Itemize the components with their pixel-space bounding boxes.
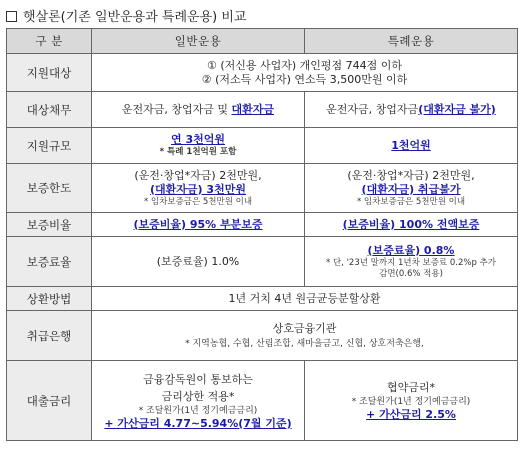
row-label: 대상채무 — [7, 92, 92, 128]
debt-general: 운전자금, 창업자금 및 대환자금 — [92, 92, 305, 128]
page-title: 햇살론(기존 일반운용과 특례운용) 비교 — [6, 6, 246, 25]
rate-general: 금융감독원이 통보하는 금리상한 적용* * 조달원가(1년 정기예금금리) + 가산금리 4.77~5.94%(7월 기준) — [92, 361, 305, 441]
limit-general: (운전·창업*자금) 2천만원, (대환자금) 3천만원 * 임차보증금은 5천만원 이내 — [92, 164, 305, 213]
row-target — [7, 54, 518, 92]
ratio-special: (보증비율) 100% 전액보증 — [305, 213, 518, 237]
scale-general: 연 3천억원 * 특례 1천억원 포함 — [92, 128, 305, 164]
debt-special: 운전자금, 창업자금(대환자금 불가) — [305, 92, 518, 128]
limit-special: (운전·창업*자금) 2천만원, (대환자금) 취급불가 * 임차보증금은 5천만원 이내 — [305, 164, 518, 213]
comparison-table — [6, 28, 518, 441]
header-general: 일반운용 — [92, 29, 305, 54]
checkbox-square-icon — [6, 11, 17, 22]
row-repay — [7, 287, 518, 311]
target-line-1: ① (저신용 사업자) 개인평점 744점 이하 — [206, 58, 403, 72]
fee-general: (보증료율) 1.0% — [92, 237, 305, 287]
row-label: 대출금리 — [7, 361, 92, 441]
scale-special: 1천억원 — [305, 128, 518, 164]
ratio-general: (보증비율) 95% 부분보증 — [92, 213, 305, 237]
row-rate — [7, 361, 518, 441]
row-label: 취급은행 — [7, 311, 92, 361]
row-label: 보증료율 — [7, 237, 92, 287]
target-line-2: ② (저소득 사업자) 연소득 3,500만원 이하 — [201, 72, 408, 86]
row-label: 보증한도 — [7, 164, 92, 213]
row-debt — [7, 92, 518, 128]
header-category: 구 분 — [7, 29, 92, 54]
row-label: 상환방법 — [7, 287, 92, 311]
header-special: 특례운용 — [305, 29, 518, 54]
repay-cell: 1년 거치 4년 원금균등분할상환 — [92, 287, 518, 311]
target-cell — [92, 54, 518, 92]
row-bank — [7, 311, 518, 361]
row-fee — [7, 237, 518, 287]
rate-special: 협약금리* * 조달원가(1년 정기예금금리) + 가산금리 2.5% — [305, 361, 518, 441]
row-label: 지원규모 — [7, 128, 92, 164]
row-ratio — [7, 213, 518, 237]
row-limit — [7, 164, 518, 213]
table-header-row — [7, 29, 518, 54]
row-scale — [7, 128, 518, 164]
row-label: 보증비율 — [7, 213, 92, 237]
bank-cell: 상호금융기관 * 지역농협, 수협, 산림조합, 새마을금고, 신협, 상호저축은행, — [92, 311, 518, 361]
fee-special: (보증료율) 0.8% * 단, '23년 말까지 1년차 보증료 0.2%p 추가 감면(0.6% 적용) — [305, 237, 518, 287]
row-label: 지원대상 — [7, 54, 92, 92]
